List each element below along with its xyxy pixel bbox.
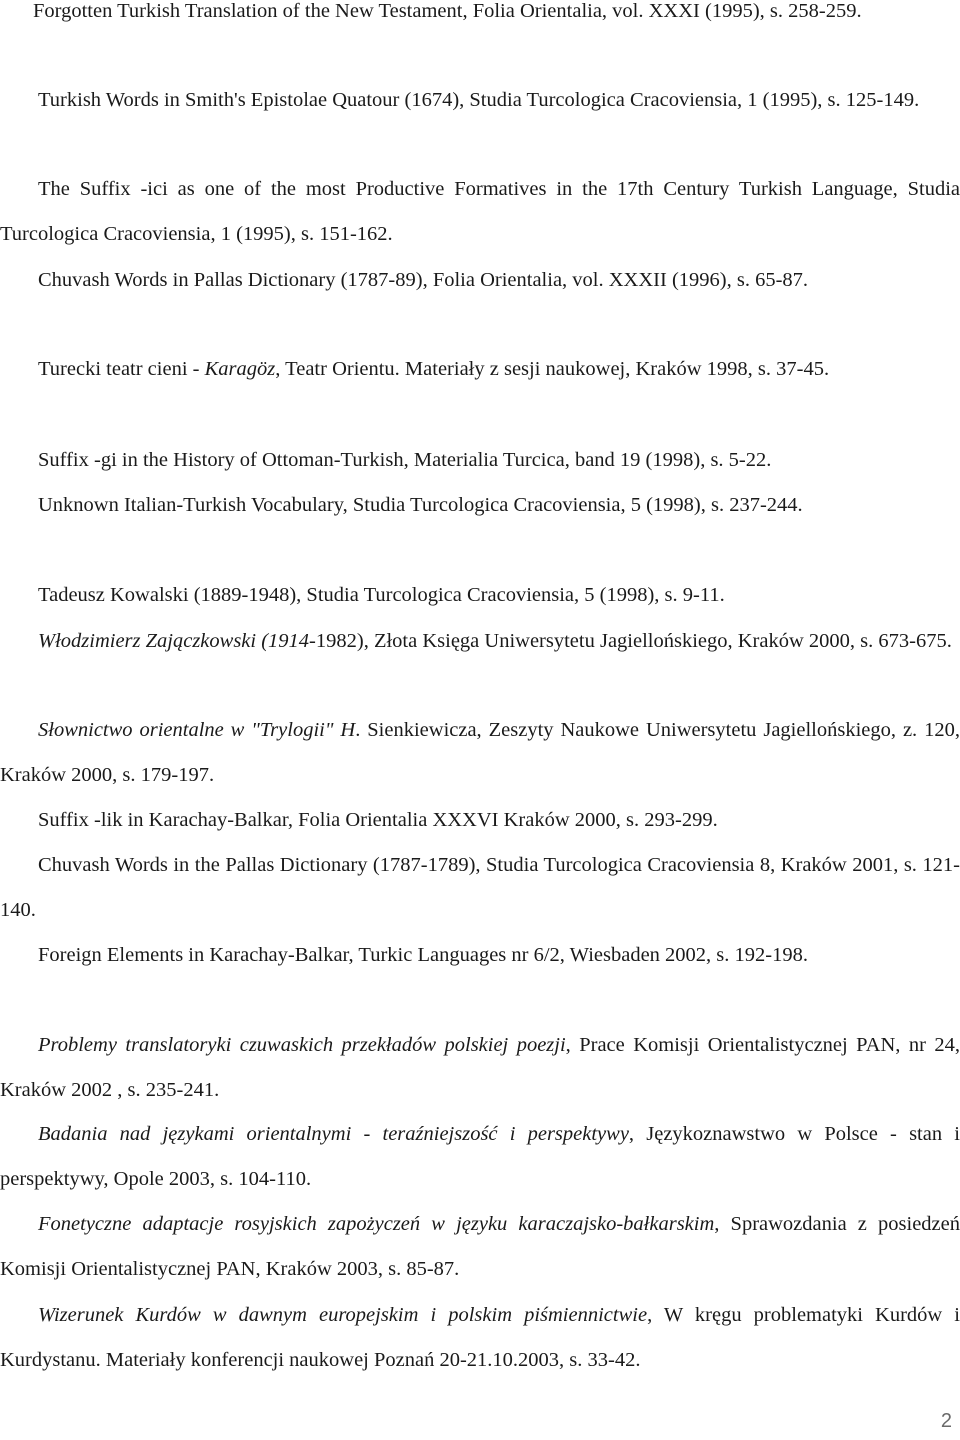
bibliography-entry-13 — [0, 933, 960, 978]
bibliography-entry-7 — [0, 483, 960, 528]
entry-title-italic: Karagöz — [204, 358, 276, 380]
bibliography-entry-11 — [0, 798, 960, 843]
entry-text: -1982), Złota Księga Uniwersytetu Jagiellońskiego, Kraków 2000, s. 673-675. — [309, 630, 952, 652]
entry-text: Suffix -gi in the History of Ottoman-Turkish, Materialia Turcica, band 19 (1998), s. 5-22. — [38, 449, 772, 471]
entry-text: Suffix -lik in Karachay-Balkar, Folia Orientalia XXXVI Kraków 2000, s. 293-299. — [38, 809, 718, 831]
entry-text: , Teatr Orientu. Materiały z sesji naukowej, Kraków 1998, s. 37-45. — [275, 358, 830, 380]
bibliography-entry-3 — [0, 167, 960, 257]
bibliography-entry-2 — [0, 78, 960, 123]
bibliography-entry-17 — [0, 1293, 960, 1383]
bibliography-entry-10 — [0, 708, 960, 798]
entry-text: Chuvash Words in the Pallas Dictionary (1787-1789), Studia Turcologica Cracoviensia 8, Kraków 2001, s. 121-140. — [0, 854, 960, 921]
entry-text: , W kręgu problematyki Kurdów i Kurdystanu. Materiały konferencji naukowej Poznań 20-21.10.2003, s. 33-42. — [0, 1304, 960, 1371]
bibliography-entry-14 — [0, 1023, 960, 1113]
entry-text: The Suffix -ici as one of the most Productive Formatives in the 17th Century Turkish Language, Studia Turcologica Cracoviensia, 1 (1995), s. 151-162. — [0, 178, 960, 245]
entry-text: Turkish Words in Smith's Epistolae Quatour (1674), Studia Turcologica Cracoviensia, 1 (1995), s. 125-149. — [38, 89, 920, 111]
entry-text: Unknown Italian-Turkish Vocabulary, Studia Turcologica Cracoviensia, 5 (1998), s. 237-244. — [38, 494, 803, 516]
bibliography-entry-4 — [0, 258, 960, 303]
entry-title-italic: Wizerunek Kurdów w dawnym europejskim i polskim piśmiennictwie — [38, 1304, 648, 1326]
entry-text: , Językoznawstwo w Polsce - stan i perspektywy, Opole 2003, s. 104-110. — [0, 1123, 960, 1190]
entry-title-italic: Słownictwo orientalne w "Trylogii" H — [38, 719, 356, 741]
bibliography-entry-15 — [0, 1112, 960, 1202]
entry-text: Forgotten Turkish Translation of the New Testament, Folia Orientalia, vol. XXXI (1995), s. 258-259. — [33, 0, 862, 22]
entry-text: Tadeusz Kowalski (1889-1948), Studia Turcologica Cracoviensia, 5 (1998), s. 9-11. — [38, 584, 725, 606]
bibliography-entry-6 — [0, 438, 960, 483]
bibliography-entry-1 — [0, 0, 960, 34]
entry-text: . Sienkiewicza, Zeszyty Naukowe Uniwersytetu Jagiellońskiego, z. 120, Kraków 2000, s. 179-197. — [0, 719, 960, 786]
entry-text: Chuvash Words in Pallas Dictionary (1787-89), Folia Orientalia, vol. XXXII (1996), s. 65-87. — [38, 269, 809, 291]
entry-title-italic: Problemy translatoryki czuwaskich przekładów polskiej poezji — [38, 1034, 566, 1056]
entry-title-italic: Fonetyczne adaptacje rosyjskich zapożyczeń w języku karaczajsko-bałkarskim — [38, 1213, 715, 1235]
entry-title-italic: Włodzimierz Zajączkowski (1914 — [38, 630, 310, 652]
entry-title-italic: Badania nad językami orientalnymi - teraźniejszość i perspektywy — [38, 1123, 629, 1145]
bibliography-entry-16 — [0, 1202, 960, 1292]
page-number: 2 — [940, 1410, 952, 1432]
bibliography-entry-8 — [0, 573, 960, 618]
entry-text: Turecki teatr cieni - — [38, 358, 205, 380]
entry-text: , Prace Komisji Orientalistycznej PAN, nr 24, Kraków 2002 , s. 235-241. — [0, 1034, 960, 1101]
bibliography-entry-5 — [0, 347, 960, 392]
bibliography-entry-9 — [0, 619, 960, 664]
entry-text: Foreign Elements in Karachay-Balkar, Turkic Languages nr 6/2, Wiesbaden 2002, s. 192-198. — [38, 944, 808, 966]
bibliography-entry-12 — [0, 843, 960, 933]
entry-text: , Sprawozdania z posiedzeń Komisji Orientalistycznej PAN, Kraków 2003, s. 85-87. — [0, 1213, 960, 1280]
